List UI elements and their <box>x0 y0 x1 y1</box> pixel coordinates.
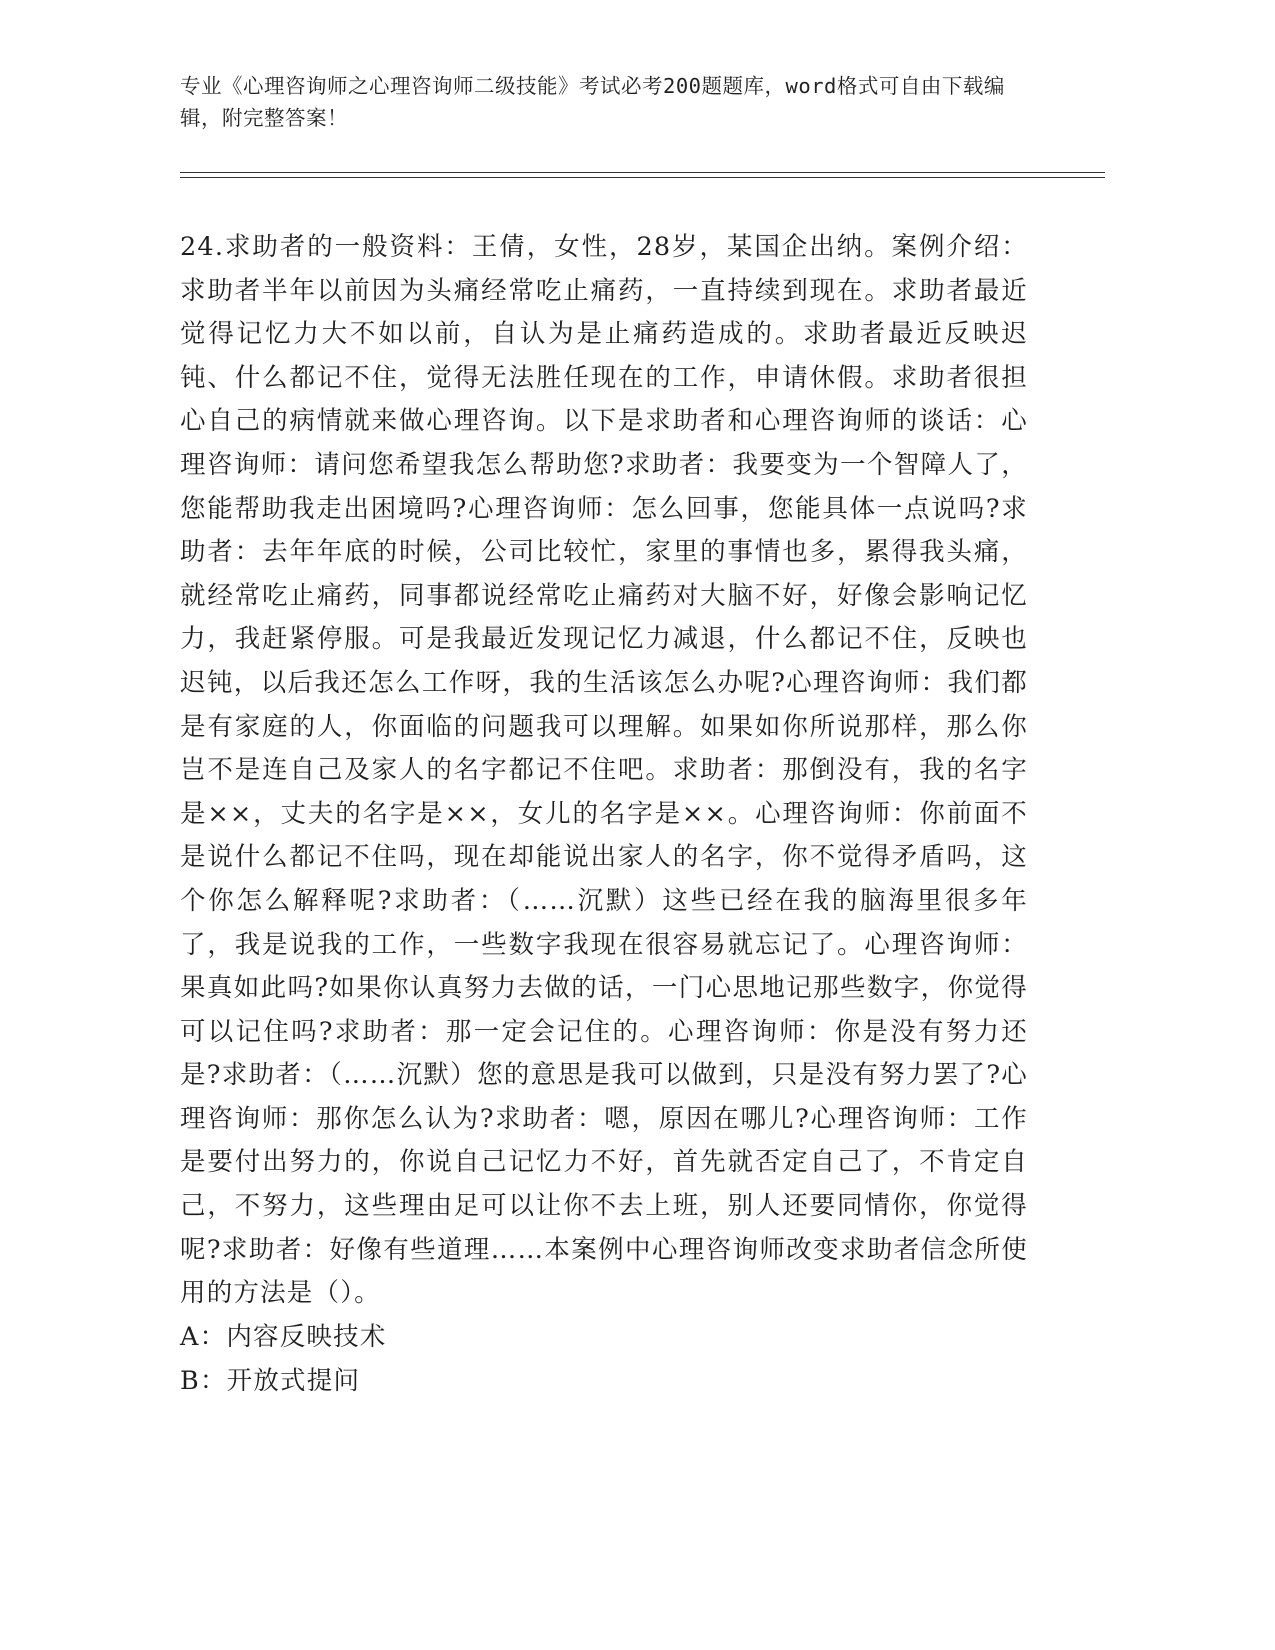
document-header: 专业《心理咨询师之心理咨询师二级技能》考试必考200题题库，word格式可自由下载编辑，附完整答案！ <box>180 74 1005 130</box>
question-text: 24.求助者的一般资料：王倩，女性，28岁，某国企出纳。案例介绍：求助者半年以前因为头痛经常吃止痛药，一直持续到现在。求助者最近觉得记忆力大不如以前，自认为是止痛药造成的。求助者最近反映迟钝、什么都记不住，觉得无法胜任现在的工作，申请休假。求助者很担心自己的病情就来做心理咨询。以下是求助者和心理咨询师的谈话：心理咨询师：请问您希望我怎么帮助您?求助者：我要变为一个智障人了，您能帮助我走出困境吗?心理咨询师：怎么回事，您能具体一点说吗?求助者：去年年底的时候，公司比较忙，家里的事情也多，累得我头痛，就经常吃止痛药，同事都说经常吃止痛药对大脑不好，好像会影响记忆力，我赶紧停服。可是我最近发现记忆力减退，什么都记不住，反映也迟钝，以后我还怎么工作呀，我的生活该怎么办呢?心理咨询师：我们都是有家庭的人，你面临的问题我可以理解。如果如你所说那样，那么你岂不是连自己及家人的名字都记不住吧。求助者：那倒没有，我的名字是××，丈夫的名字是××，女儿的名字是××。心理咨询师：你前面不是说什么都记不住吗，现在却能说出家人的名字，你不觉得矛盾吗，这个你怎么解释呢?求助者：（……沉默）这些已经在我的脑海里很多年了，我是说我的工作，一些数字我现在很容易就忘记了。心理咨询师：果真如此吗?如果你认真努力去做的话，一门心思地记那些数字，你觉得可以记住吗?求助者：那一定会记住的。心理咨询师：你是没有努力还是?求助者：（……沉默）您的意思是我可以做到，只是没有努力罢了?心理咨询师：那你怎么认为?求助者：嗯，原因在哪儿?心理咨询师：工作是要付出努力的，你说自己记忆力不好，首先就否定自己了，不肯定自己，不努力，这些理由足可以让你不去上班，别人还要同情你，你觉得呢?求助者：好像有些道理……本案例中心理咨询师改变求助者信念所使用的方法是（）。 <box>180 232 1028 1309</box>
option-a: A：内容反映技术 <box>180 1322 387 1352</box>
header-divider <box>180 172 1105 173</box>
header-divider-secondary <box>180 177 1105 178</box>
option-b: B：开放式提问 <box>180 1365 361 1396</box>
answer-options <box>180 1316 1028 1403</box>
